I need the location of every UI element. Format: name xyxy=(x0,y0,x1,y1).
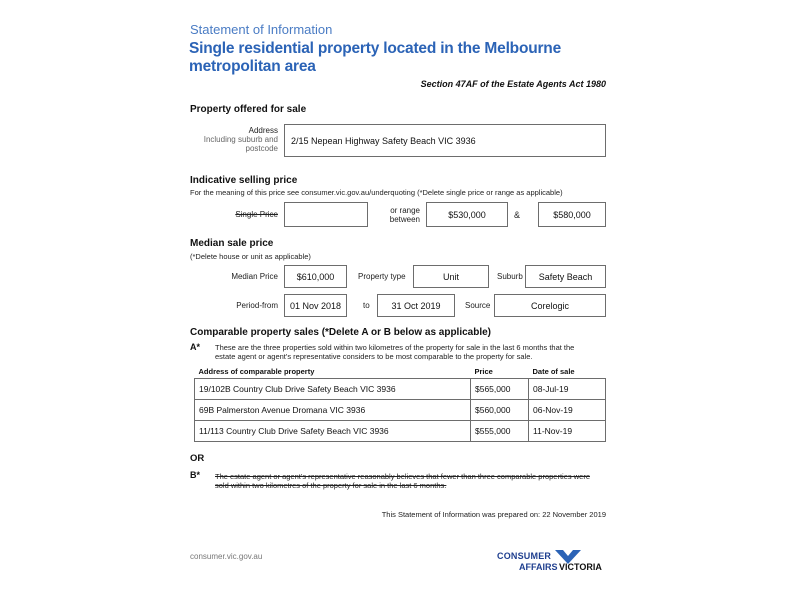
range-low-field: $530,000 xyxy=(426,202,508,227)
col-address-header: Address of comparable property xyxy=(198,366,315,376)
col-date-header: Date of sale xyxy=(532,366,575,376)
option-a-text-2: estate agent or agent's representative considers to be most comparable to the property for sale. xyxy=(215,352,533,361)
prepared-date: This Statement of Information was prepared on: 22 November 2019 xyxy=(381,510,606,519)
consumer-affairs-logo xyxy=(497,550,609,576)
row-date: 06-Nov-19 xyxy=(529,400,606,421)
option-b-marker: B* xyxy=(190,470,201,480)
range-label-2: between xyxy=(389,215,420,224)
period-label: Period-from xyxy=(236,301,278,310)
suburb-field: Safety Beach xyxy=(525,265,606,288)
address-label: Address xyxy=(248,126,278,135)
single-price-field xyxy=(284,202,368,227)
property-type-field: Unit xyxy=(413,265,489,288)
option-b-text-2: sold within two kilometres of the property for sale in the last 6 months. xyxy=(215,481,447,490)
property-type-label: Property type xyxy=(358,272,406,281)
median-heading: Median sale price xyxy=(190,238,274,249)
indicative-heading: Indicative selling price xyxy=(190,175,298,186)
comparable-table-header xyxy=(195,364,606,379)
footer-website: consumer.vic.gov.au xyxy=(190,552,263,561)
doc-type: Statement of Information xyxy=(190,22,333,37)
page-title-line1: Single residential property located in the Melbourne xyxy=(189,40,561,57)
act-reference: Section 47AF of the Estate Agents Act 1980 xyxy=(420,79,606,89)
table-row xyxy=(195,400,606,421)
comparable-heading: Comparable property sales (*Delete A or B below as applicable) xyxy=(190,327,492,338)
suburb-label: Suburb xyxy=(497,272,523,281)
single-price-label: Single Price xyxy=(235,210,278,219)
median-price-label: Median Price xyxy=(231,272,278,281)
page-title-line2: metropolitan area xyxy=(189,58,316,75)
period-to-field: 31 Oct 2019 xyxy=(377,294,455,317)
or-label: OR xyxy=(190,453,205,464)
property-heading: Property offered for sale xyxy=(190,104,307,115)
option-a-text-1: These are the three properties sold within two kilometres of the property for sale in the last 6 months that the xyxy=(215,343,575,352)
period-from-field: 01 Nov 2018 xyxy=(284,294,347,317)
row-date: 08-Jul-19 xyxy=(529,379,606,400)
logo-line-2b: VICTORIA xyxy=(559,562,602,572)
victoria-triangle-icon xyxy=(555,550,581,564)
source-field: Corelogic xyxy=(494,294,606,317)
table-row xyxy=(195,421,606,442)
logo-line-1: CONSUMER xyxy=(497,551,552,561)
col-price-header: Price xyxy=(474,366,493,376)
period-to-label: to xyxy=(363,301,370,310)
median-price-field: $610,000 xyxy=(284,265,347,288)
address-sublabel-1: Including suburb and xyxy=(203,135,278,144)
comparable-table xyxy=(194,364,606,442)
row-price: $565,000 xyxy=(471,379,529,400)
logo-line-2a: AFFAIRS xyxy=(519,562,558,572)
median-note: (*Delete house or unit as applicable) xyxy=(190,252,311,261)
row-address: 69B Palmerston Avenue Dromana VIC 3936 xyxy=(195,400,471,421)
address-sublabel-2: postcode xyxy=(245,144,278,153)
source-label: Source xyxy=(465,301,491,310)
row-price: $560,000 xyxy=(471,400,529,421)
row-date: 11-Nov-19 xyxy=(529,421,606,442)
option-a-marker: A* xyxy=(190,342,201,352)
row-address: 11/113 Country Club Drive Safety Beach VIC 3936 xyxy=(195,421,471,442)
row-price: $555,000 xyxy=(471,421,529,442)
row-address: 19/102B Country Club Drive Safety Beach VIC 3936 xyxy=(195,379,471,400)
range-amp: & xyxy=(514,210,521,220)
option-b-text-1: The estate agent or agent's representative reasonably believes that fewer than three comparable properties were xyxy=(215,472,590,481)
range-label-1: or range xyxy=(390,206,420,215)
address-field: 2/15 Nepean Highway Safety Beach VIC 3936 xyxy=(284,124,606,157)
range-high-field: $580,000 xyxy=(538,202,606,227)
table-row xyxy=(195,379,606,400)
indicative-note: For the meaning of this price see consumer.vic.gov.au/underquoting (*Delete single price or range as applicable) xyxy=(190,188,563,197)
